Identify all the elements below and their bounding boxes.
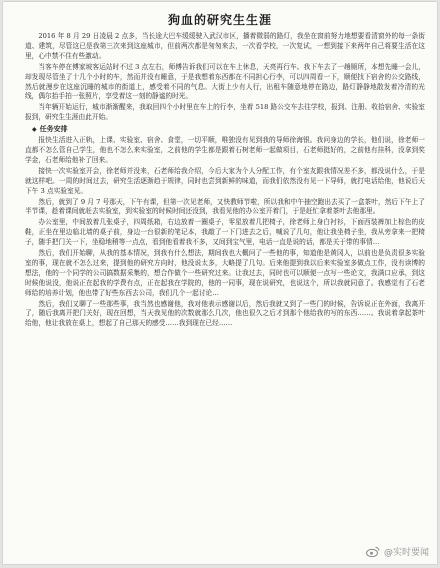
document-page — [3, 2, 437, 564]
paragraph: 然后，就到了 9 月 7 号那天，下午有课，但第一次见老师，又快教师节啦，所以我和中午抽空跑出去买了一盒茶叶，然后下午上了半节课，趁着课间就赶去实验室，到实验室的时候时间还没到，我看见他的办公室开着门，于是赶忙拿着茶叶去他那里。 — [25, 197, 425, 216]
watermark-text: @实时要闻 — [383, 548, 429, 558]
diamond-bullet-icon: ◆ — [32, 126, 37, 134]
paragraph: 当年辆开始运行，城市渐渐醒来，我取回四个小时里在车上的行李，坐着 518 路公交车去往学校，报到、注册、收拾宿舍、实验室报到，研究生生涯由此开始。 — [25, 103, 425, 122]
page-title: 狗血的研究生生涯 — [167, 13, 272, 27]
watermark — [366, 545, 429, 558]
paragraph: 接快一次实验室开会，徐老师并没来，石老师给我介绍，今后大家为个人分配工作，有个室友跟我情况差不多，都没说什么，于是就这样吧。一周的时间过去，研究生活逐渐趋于规律，同时也尝到新鲜的味道，而我们依然没有见一下导师，就打电话给他，他说后天下午 3 点实验室见。 — [25, 166, 425, 195]
document-body — [25, 32, 425, 329]
paragraph: 2016 年 8 月 29 日凌晨 2 点多，当长途大巴车缓缓驶入武汉市区，播着微弱的路灯，我坐在窗前努力地想要看清窗外的每一条街道、建筑，尽管这已是我第三次来到这座城市，但前两次都是匆匆来去，一次看学校，一次复试，一想到接下来两年自己将要生活在这里，心中禁不住有些激动。 — [25, 32, 425, 60]
section-heading-text: 任务安排 — [39, 124, 68, 134]
paragraph: 报快生活进入正轨，上课、实验室、宿舍、食堂，一切平顺，唯独没有见到我的导师徐海银。我问身边的学长，他们说，徐老师一直都不怎么管自己学生，他也不怎么来实验室，之前他的学生都是跟着石树老师一起做项目，石老师挺好的，之前他有挂科，没拿到奖学金，石老师给他补了回来。 — [25, 136, 425, 164]
paragraph: 然后，我们开始聊，从我的基本情况，到我有什么想法，期间我也大概问了一些他的事，知道他是黄冈人，以前也是负责很多实验室的事，现在就不怎么过来，提到他的研究方向时，他没说太多，大略提了几句。后来他提到我以后来实验室多做点工作，没有读博的想法，他的一个同学的公司搞数据采集的，想合作做个一些研究过来。让我过去，同时也可以顺便一点写一些论文，我满口应承，到这时候他说没，他说正在起我的学费有点，正在起我在学院的，他的一同事，现在说研究，也说这个，所以我就同意了。我感觉有了石老师给的培养计划，他也带了好些东西去公司，我们几个一起讨论… — [25, 249, 425, 297]
section-heading — [25, 124, 425, 135]
paragraph: 然后，我们又聊了一些那些事，我当然也感谢他，我对他表示感谢以后，然后我就又到了一些门的时候，告诉说正在外面，我离开了，随后我离开把门关好，现在回想，当天我见他的次数就那么几次，他也很久之后才到那个他给我的写的东西……。我说着拿起茶叶给他，他让我放在桌上，想起了自己那天的感受……我到现在已经…… — [25, 299, 425, 328]
paragraph: 当客车停在傅家坡客运站时不过 3 点左右，师傅告诉我们可以在车上休息，天亮再行车。我下车去了一趟厕所，本想先睡一会儿，却发现尽管坐了十几个小时的车，然而并没有睡意，于是我想着东西都在不同担心行李，可以四周看一下，顺便找下宿舍的公交路线，然后就漫步在这座沉睡的城市的街道上，感受着不同的气息。大街上少有人行，出租车随意地停在路边，路灯静静地散发着冷清的光线，偶尔抬手拍一张照片，享受着这一刻的静谧的时光。 — [25, 62, 425, 101]
paragraph: 办公室里，中间放着几张桌子，四周纸箱，右边放着一圈桌子，零星放着几把椅子，徐老师上身白衬衫，下面西装裤加上棕色的皮鞋，正坐在里边临北墙的桌子前，身边一台很新的笔记本，我敲了一下门进去之后，喊说了几句，他让我坐椅子坐，我从旁拿来一把椅子，随手把门关一下，坐稳地稍等一点点，看到他看着我不多，又间到宝气里，电话一直是说的话，都是关于带的事情… — [25, 218, 425, 247]
weibo-icon — [366, 546, 380, 557]
